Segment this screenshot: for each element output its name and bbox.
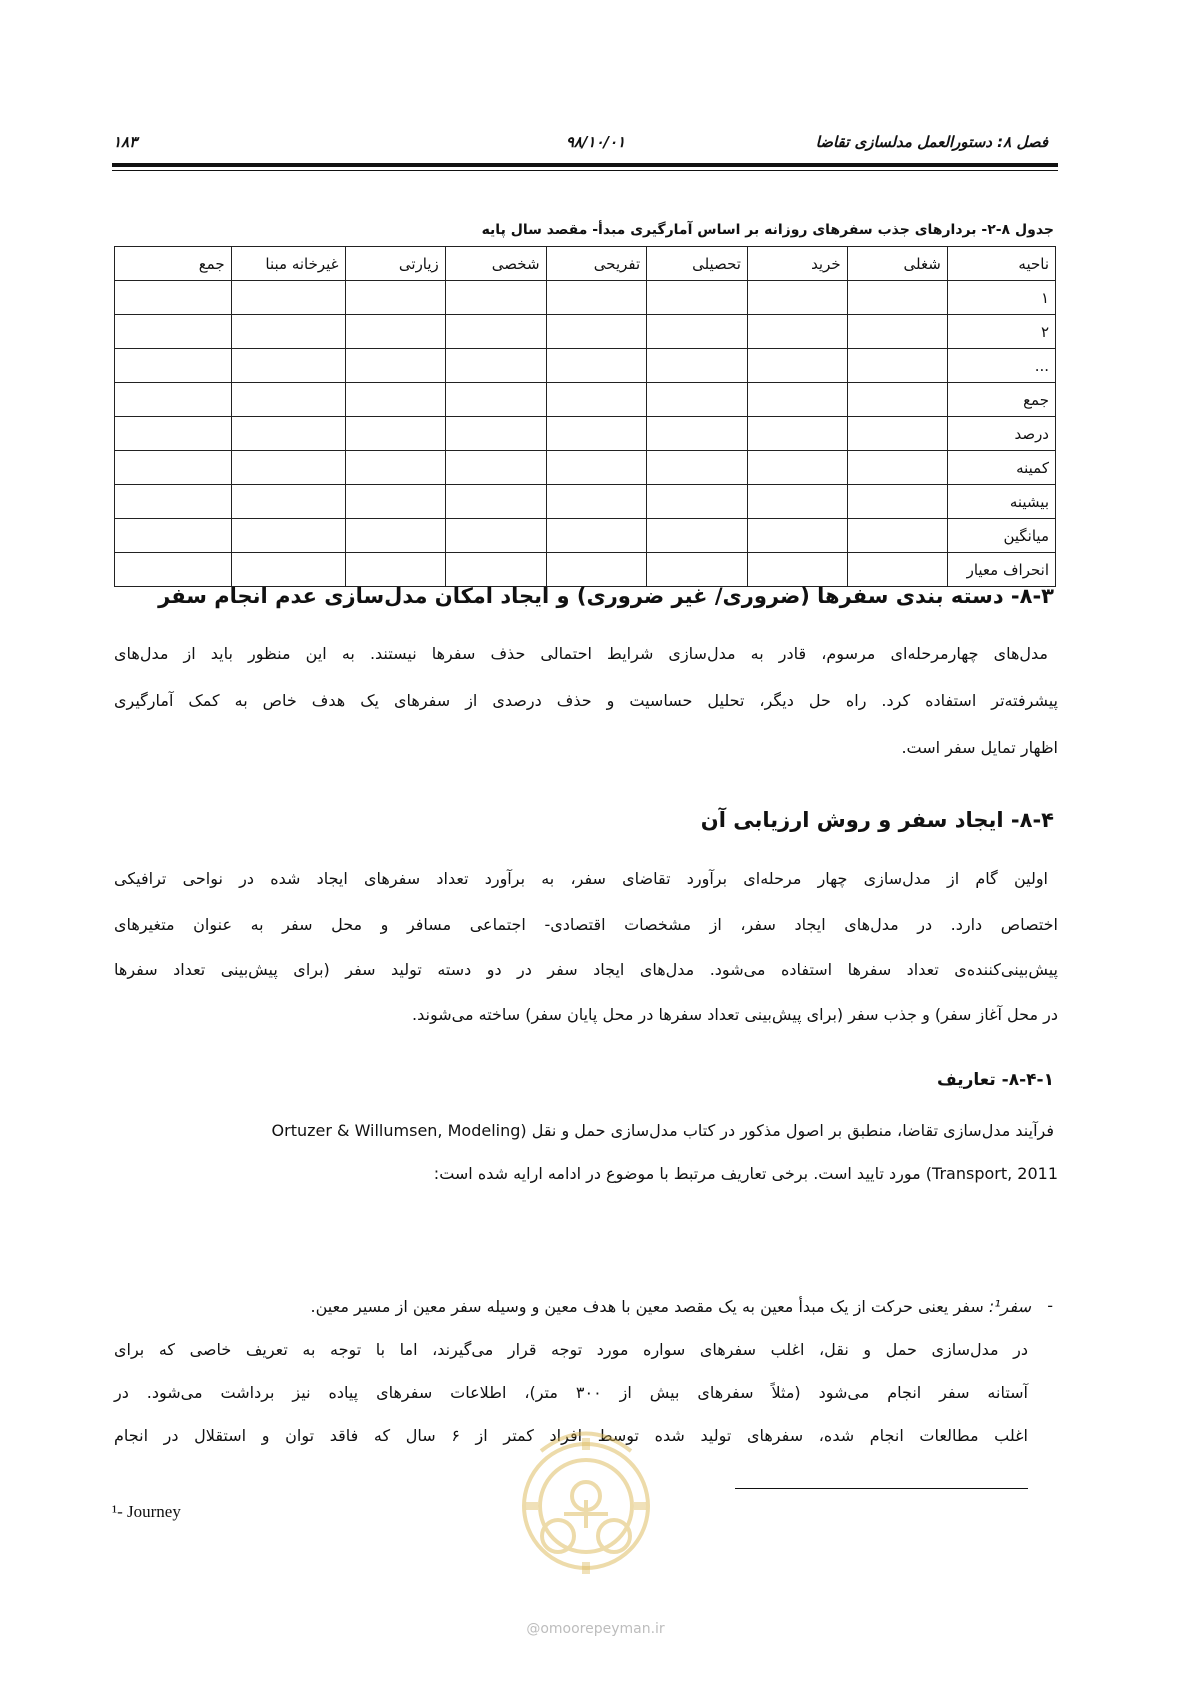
table-cell — [546, 553, 647, 587]
chapter-title: فصل ۸: دستورالعمل مدلسازی تقاضا — [815, 133, 1048, 151]
table-cell — [747, 485, 847, 519]
table-cell — [546, 349, 647, 383]
table-row — [115, 383, 1056, 417]
table-cell — [115, 519, 232, 553]
table-cell — [847, 553, 947, 587]
table-cell — [115, 315, 232, 349]
paragraph-line: Transport, 2011) مورد تایید است. برخی تعاریف مرتبط با موضوع در ادامه ارایه شده است: — [433, 1164, 1058, 1183]
table-cell — [115, 281, 232, 315]
table-cell — [445, 451, 546, 485]
table-cell — [647, 349, 748, 383]
paragraph-line: اختصاص دارد. در مدل‌های ایجاد سفر، از مشخصات اقتصادی- اجتماعی مسافر و محل سفر به عنوان متغیرهای — [114, 915, 1058, 934]
table-cell — [847, 519, 947, 553]
section-heading-8-4-1: ۸-۴-۱- تعاریف — [936, 1070, 1054, 1090]
header-date: ۹۸/۱۰/۰۱ — [565, 133, 626, 151]
table-cell — [747, 417, 847, 451]
paragraph-line: در محل آغاز سفر) و جذب سفر (برای پیش‌بینی تعداد سفرها در محل پایان سفر) ساخته می‌شوند. — [412, 1005, 1058, 1024]
table-body — [115, 281, 1056, 587]
table-cell — [445, 383, 546, 417]
table-cell — [115, 349, 232, 383]
table-cell — [115, 417, 232, 451]
table-column-header: ناحیه — [947, 247, 1055, 281]
table-column-header: شغلی — [847, 247, 947, 281]
table-cell — [345, 315, 445, 349]
table-cell — [647, 485, 748, 519]
table-cell — [345, 451, 445, 485]
table-column-header: تحصیلی — [647, 247, 748, 281]
table-column-header: تفریحی — [546, 247, 647, 281]
table-cell — [345, 349, 445, 383]
table-cell — [115, 485, 232, 519]
bullet-term: سفر¹: — [988, 1297, 1031, 1316]
bullet-text: سفر یعنی حرکت از یک مبدأ معین به یک مقصد معین با هدف معین و وسیله سفر معین از مسیر معین. — [310, 1297, 989, 1316]
table-cell — [847, 281, 947, 315]
table-row-label: کمینه — [947, 451, 1055, 485]
table-row-label: بیشینه — [947, 485, 1055, 519]
table-cell — [345, 383, 445, 417]
table-row — [115, 519, 1056, 553]
table-cell — [231, 315, 345, 349]
table-row — [115, 417, 1056, 451]
table-cell — [546, 417, 647, 451]
table-cell — [231, 519, 345, 553]
table-column-header: شخصی — [445, 247, 546, 281]
table-caption: جدول ۸-۲- بردارهای جذب سفرهای روزانه بر اساس آمارگیری مبدأ- مقصد سال پایه — [481, 222, 1054, 238]
table-cell — [345, 519, 445, 553]
table-column-header: خرید — [747, 247, 847, 281]
watermark-seal-icon — [486, 1396, 686, 1596]
table-cell — [747, 451, 847, 485]
table-cell — [115, 383, 232, 417]
table-cell — [445, 553, 546, 587]
table-cell — [647, 383, 748, 417]
table-row-label: ۱ — [947, 281, 1055, 315]
table-row-label: جمع — [947, 383, 1055, 417]
paragraph-line: مدل‌های چهارمرحله‌ای مرسوم، قادر به مدل‌سازی شرایط احتمالی حذف سفرها نیستند. به این منظور باید از مدل‌های — [114, 644, 1048, 663]
table-cell — [847, 383, 947, 417]
table-cell — [445, 349, 546, 383]
table-cell — [546, 519, 647, 553]
table-cell — [747, 553, 847, 587]
table-cell — [231, 383, 345, 417]
table-cell — [345, 417, 445, 451]
table-column-header: زیارتی — [345, 247, 445, 281]
paragraph-line: اظهار تمایل سفر است. — [901, 738, 1058, 757]
table-cell — [647, 451, 748, 485]
section-heading-8-4: ۸-۴- ایجاد سفر و روش ارزیابی آن — [700, 808, 1054, 832]
table-cell — [445, 315, 546, 349]
table-cell — [445, 417, 546, 451]
table-column-header: غیرخانه مبنا — [231, 247, 345, 281]
table-row-label: ... — [947, 349, 1055, 383]
table-cell — [647, 519, 748, 553]
table-cell — [445, 519, 546, 553]
table-row-label: ۲ — [947, 315, 1055, 349]
table-cell — [647, 315, 748, 349]
table-cell — [231, 553, 345, 587]
table-cell — [747, 383, 847, 417]
bullet-line — [311, 1296, 1031, 1318]
table-cell — [345, 553, 445, 587]
table-cell — [546, 451, 647, 485]
table-row — [115, 451, 1056, 485]
table-cell — [231, 417, 345, 451]
table-cell — [647, 553, 748, 587]
table-cell — [231, 485, 345, 519]
section-heading-8-3: ۸-۳- دسته بندی سفرها (ضروری/ غیر ضروری) و ایجاد امکان مدل‌سازی عدم انجام سفر — [158, 584, 1054, 608]
footnote: ¹- Journey — [112, 1502, 181, 1521]
table-row — [115, 281, 1056, 315]
table-cell — [747, 315, 847, 349]
table-cell — [847, 315, 947, 349]
footnote-rule — [735, 1488, 1028, 1489]
table-cell — [231, 349, 345, 383]
header-rule-thick — [112, 163, 1058, 167]
bullet-dash: - — [1047, 1296, 1053, 1315]
attraction-vectors-table — [114, 246, 1056, 587]
bullet-line: آستانه سفر انجام می‌شود (مثلاً سفرهای بیش از ۳۰۰ متر)، اطلاعات سفرهای پیاده نیز برداشت می‌شود. در — [114, 1383, 1028, 1402]
table-row — [115, 315, 1056, 349]
table-cell — [546, 383, 647, 417]
paragraph-line: فرآیند مدل‌سازی تقاضا، منطبق بر اصول مذکور در کتاب مدل‌سازی حمل و نقل (Ortuzer & Willumsen, Modeling — [271, 1121, 1054, 1140]
table-cell — [747, 519, 847, 553]
header-rule-thin — [112, 170, 1058, 171]
table-cell — [647, 417, 748, 451]
table-cell — [847, 349, 947, 383]
table-cell — [231, 451, 345, 485]
table-cell — [231, 281, 345, 315]
table-row-label: انحراف معیار — [947, 553, 1055, 587]
table-row — [115, 349, 1056, 383]
table-cell — [115, 451, 232, 485]
table-cell — [445, 281, 546, 315]
watermark-url: @omoorepeyman.ir — [526, 1621, 665, 1637]
table-row — [115, 485, 1056, 519]
table-cell — [847, 417, 947, 451]
table-cell — [747, 349, 847, 383]
table-cell — [115, 553, 232, 587]
table-cell — [847, 485, 947, 519]
page-number: ۱۸۳ — [113, 133, 138, 151]
paragraph-line: پیش‌بینی‌کننده‌ی تعداد سفرها استفاده می‌شود. مدل‌های ایجاد سفر در دو دسته تولید سفر (برای پیش‌بینی تعداد سفرها — [114, 960, 1058, 979]
table-cell — [747, 281, 847, 315]
table-row-label: درصد — [947, 417, 1055, 451]
table-column-header: جمع — [115, 247, 232, 281]
table-cell — [847, 451, 947, 485]
table-row — [115, 553, 1056, 587]
table-cell — [345, 281, 445, 315]
table-header-row — [115, 247, 1056, 281]
table-cell — [546, 485, 647, 519]
table-cell — [546, 315, 647, 349]
table-cell — [647, 281, 748, 315]
table-cell — [345, 485, 445, 519]
paragraph-line: اولین گام از مدل‌سازی چهار مرحله‌ای برآورد تقاضای سفر، به برآورد تعداد سفرهای ایجاد شده در نواحی ترافیکی — [114, 869, 1048, 888]
table-row-label: میانگین — [947, 519, 1055, 553]
table-cell — [546, 281, 647, 315]
paragraph-line: پیشرفته‌تر استفاده کرد. راه حل دیگر، تحلیل حساسیت و حذف درصدی از سفرهای یک هدف خاص به کمک آمارگیری — [114, 691, 1058, 710]
bullet-line: در مدل‌سازی حمل و نقل، اغلب سفرهای سواره مورد توجه قرار می‌گیرند، اما با توجه به تعریف خاصی که برای — [114, 1340, 1028, 1359]
bullet-line: اغلب مطالعات انجام شده، سفرهای تولید شده توسط افراد کمتر از ۶ سال که فاقد توان و استقلال در انجام — [114, 1426, 1028, 1445]
table-cell — [445, 485, 546, 519]
